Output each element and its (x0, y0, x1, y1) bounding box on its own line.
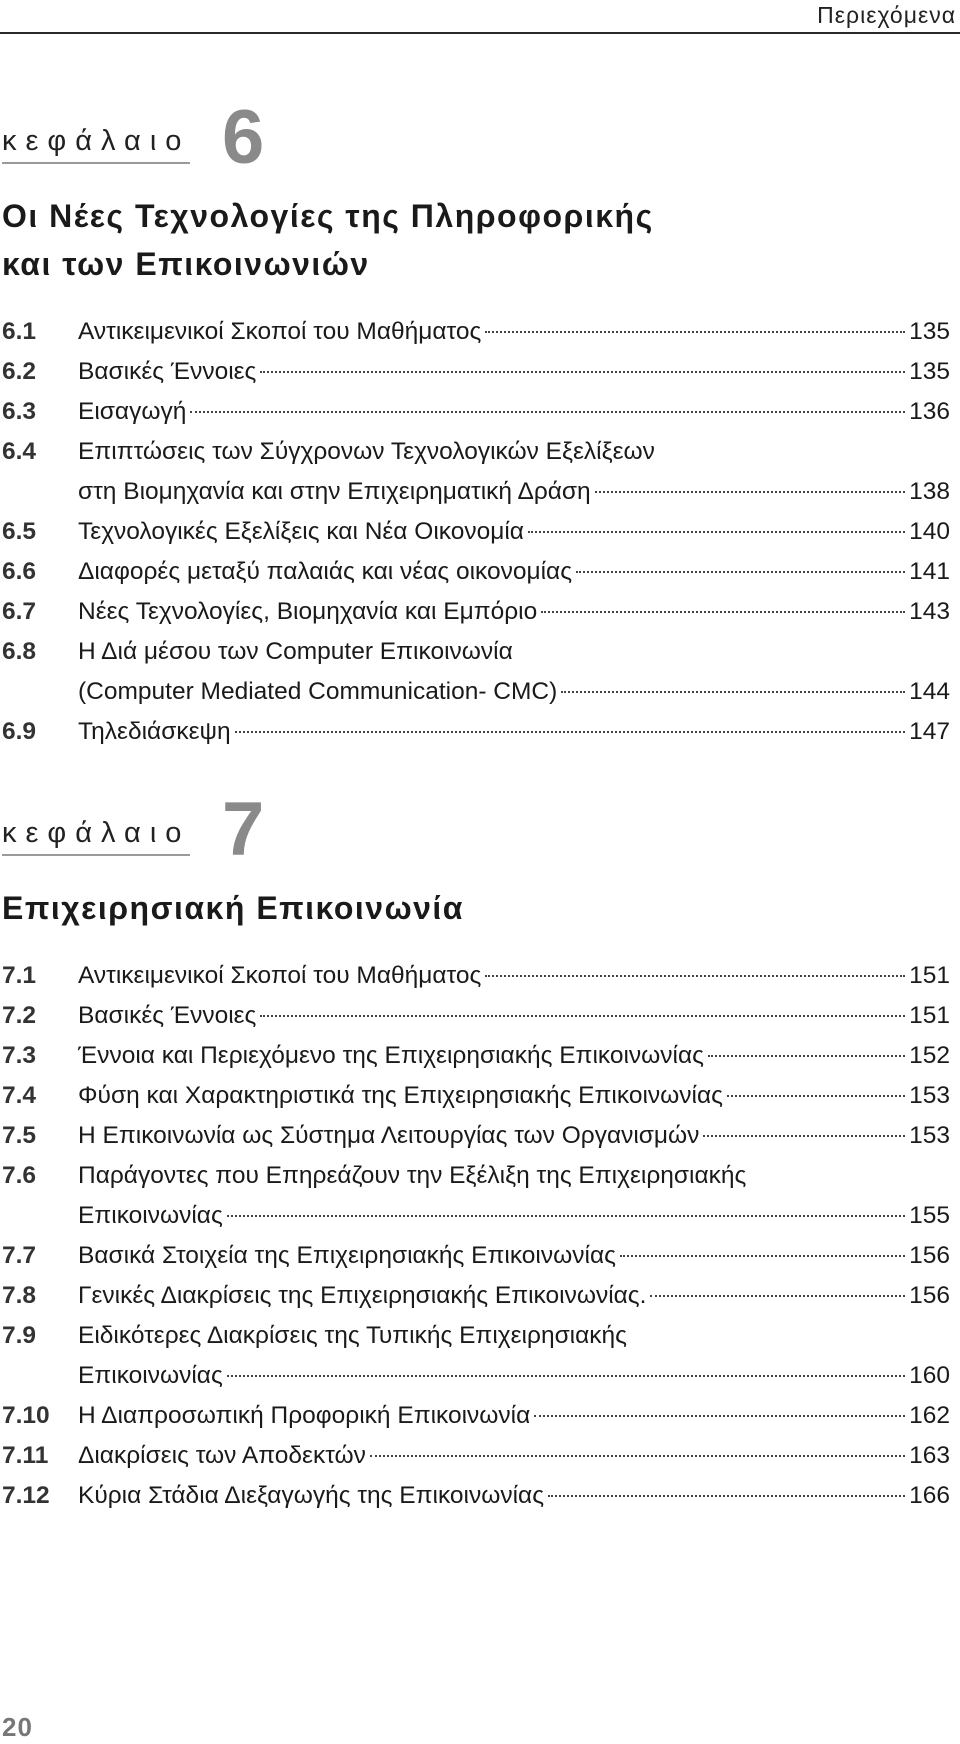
toc-entry-title: Ειδικότερες Διακρίσεις της Τυπικής Επιχειρησιακής (78, 1322, 627, 1349)
dot-leader (576, 571, 905, 573)
toc-entry-body (78, 1476, 960, 1516)
toc-entry-body (78, 1156, 960, 1236)
toc-entry (0, 312, 960, 352)
dot-leader (485, 331, 905, 333)
toc-entry-title: Γενικές Διακρίσεις της Επιχειρησιακής Επικοινωνίας. (78, 1282, 647, 1309)
toc-list (0, 312, 960, 752)
toc-entry-leader-line (78, 1396, 950, 1436)
toc-entry-title: Επιπτώσεις των Σύγχρονων Τεχνολογικών Εξελίξεων (78, 438, 655, 465)
toc-entry (0, 352, 960, 392)
dot-leader (260, 1015, 905, 1017)
toc-entry-page: 143 (909, 598, 950, 625)
toc-entry-number: 6.7 (2, 598, 37, 625)
toc-entry-number: 7.10 (2, 1402, 50, 1429)
toc-entry-title: Η Διά μέσου των Computer Επικοινωνία (78, 638, 513, 665)
toc-entry-title: Βασικές Έννοιες (78, 1002, 257, 1029)
chapter-7 (0, 768, 960, 1516)
toc-entry-body (78, 512, 960, 552)
toc-entry-page: 135 (909, 318, 950, 345)
toc-entry-page: 135 (909, 358, 950, 385)
chapter-label: κεφάλαιο (2, 125, 190, 164)
toc-entry (0, 996, 960, 1036)
chapter-title-line-1: Οι Νέες Τεχνολογίες της Πληροφορικής (2, 198, 654, 234)
toc-entry (0, 712, 960, 752)
toc-entry-page: 141 (909, 558, 950, 585)
toc-entry-leader-line (78, 312, 950, 352)
toc-entry (0, 1316, 960, 1396)
toc-entry (0, 632, 960, 712)
toc-entry-title: Αντικειμενικοί Σκοποί του Μαθήματος (78, 962, 482, 989)
toc-entry-leader-line (78, 1036, 950, 1076)
toc-entry-body (78, 1076, 960, 1116)
toc-entry-page: 156 (909, 1282, 950, 1309)
toc-entry-number: 6.8 (2, 638, 37, 665)
toc-entry-number: 7.11 (2, 1442, 49, 1469)
toc-entry-number: 7.1 (2, 962, 37, 989)
dot-leader (528, 531, 905, 533)
toc-entry-title: Τηλεδιάσκεψη (78, 718, 231, 745)
chapter-heading (0, 76, 960, 180)
dot-leader (260, 371, 905, 373)
chapter-title (2, 884, 960, 932)
dot-leader (227, 1215, 905, 1217)
chapter-heading (0, 768, 960, 872)
toc-entry-body (78, 632, 960, 712)
toc-entry-leader-line (78, 352, 950, 392)
toc-entry-body (78, 552, 960, 592)
toc-entry-page: 163 (909, 1442, 950, 1469)
toc-entry-title-continued: στη Βιομηχανία και στην Επιχειρηματική Δράση (78, 478, 591, 505)
dot-leader (370, 1455, 905, 1457)
toc-entry-title: Διακρίσεις των Αποδεκτών (78, 1442, 366, 1469)
dot-leader (595, 491, 905, 493)
toc-entry (0, 1476, 960, 1516)
toc-entry-title: Βασικά Στοιχεία της Επιχειρησιακής Επικοινωνίας (78, 1242, 616, 1269)
toc-entry-leader-line (78, 672, 950, 712)
toc-entry (0, 512, 960, 552)
toc-entry-page: 151 (909, 962, 950, 989)
toc-entry-page: 152 (909, 1042, 950, 1069)
toc-entry-page: 160 (909, 1362, 950, 1389)
toc-entry-title: Αντικειμενικοί Σκοποί του Μαθήματος (78, 318, 482, 345)
toc-entry-number: 6.2 (2, 358, 37, 385)
toc-entry-body (78, 1236, 960, 1276)
chapter-number: 6 (222, 95, 265, 180)
dot-leader (190, 411, 905, 413)
toc-entry-leader-line (78, 1236, 950, 1276)
toc-entry-leader-line (78, 956, 950, 996)
dot-leader (708, 1055, 905, 1057)
chapter-title-line-1: Επιχειρησιακή Επικοινωνία (2, 890, 464, 926)
toc-entry-body (78, 712, 960, 752)
chapter-6 (0, 76, 960, 752)
toc-entry-leader-line (78, 552, 950, 592)
dot-leader (534, 1415, 905, 1417)
toc-entry-body (78, 392, 960, 432)
toc-entry (0, 392, 960, 432)
toc-entry-page: 162 (909, 1402, 950, 1429)
toc-entry-leader-line (78, 472, 950, 512)
chapter-title (2, 192, 960, 288)
toc-entry-page: 144 (909, 678, 950, 705)
toc-entry-body (78, 1116, 960, 1156)
toc-entry-title: Νέες Τεχνολογίες, Βιομηχανία και Εμπόριο (78, 598, 538, 625)
toc-entry (0, 1076, 960, 1116)
dot-leader (703, 1135, 905, 1137)
toc-entry-number: 6.9 (2, 718, 37, 745)
toc-entry-body (78, 1276, 960, 1316)
toc-entry-page: 156 (909, 1242, 950, 1269)
running-head (0, 0, 960, 34)
toc-entry-title: Παράγοντες που Επηρεάζουν την Εξέλιξη της Επιχειρησιακής (78, 1162, 747, 1189)
toc-entry-leader-line (78, 1276, 950, 1316)
toc-entry-number: 7.4 (2, 1082, 37, 1109)
toc-list (0, 956, 960, 1516)
toc-entry-number: 6.5 (2, 518, 37, 545)
toc-entry-leader-line (78, 1436, 950, 1476)
toc-entry-page: 136 (909, 398, 950, 425)
toc-entry-body (78, 592, 960, 632)
toc-entry-body (78, 312, 960, 352)
dot-leader (548, 1495, 905, 1497)
toc-entry-title: Διαφορές μεταξύ παλαιάς και νέας οικονομίας (78, 558, 573, 585)
toc-entry-title: Τεχνολογικές Εξελίξεις και Νέα Οικονομία (78, 518, 524, 545)
toc-entry-leader-line (78, 1116, 950, 1156)
toc-entry (0, 592, 960, 632)
toc-entry-leader-line (78, 392, 950, 432)
toc-entry (0, 1396, 960, 1436)
toc-entry-leader-line (78, 512, 950, 552)
toc-entry-page: 166 (909, 1482, 950, 1509)
toc-entry-leader-line (78, 996, 950, 1036)
toc-entry-body (78, 996, 960, 1036)
toc-entry-page: 153 (909, 1082, 950, 1109)
toc-entry-page: 147 (909, 718, 950, 745)
toc-entry-number: 6.4 (2, 438, 37, 465)
toc-entry-body (78, 432, 960, 512)
toc-entry-page: 151 (909, 1002, 950, 1029)
toc-entry-title-continued: Επικοινωνίας (78, 1362, 223, 1389)
toc-entry-page: 140 (909, 518, 950, 545)
toc-entry-page: 138 (909, 478, 950, 505)
toc-entry-number: 7.9 (2, 1322, 37, 1349)
toc-entry-number: 7.5 (2, 1122, 37, 1149)
running-head-title: Περιεχόμενα (817, 2, 956, 28)
toc-entry (0, 1276, 960, 1316)
toc-entry-leader-line (78, 1476, 950, 1516)
dot-leader (485, 975, 905, 977)
toc-entry (0, 1436, 960, 1476)
dot-leader (561, 691, 905, 693)
toc-entry-number: 7.8 (2, 1282, 37, 1309)
dot-leader (620, 1255, 905, 1257)
toc-entry-title: Κύρια Στάδια Διεξαγωγής της Επικοινωνίας (78, 1482, 545, 1509)
toc-entry-body (78, 1396, 960, 1436)
toc-entry-number: 6.6 (2, 558, 37, 585)
toc-entry-title-continued: Επικοινωνίας (78, 1202, 223, 1229)
toc-entry-page: 153 (909, 1122, 950, 1149)
toc-entry-leader-line (78, 1356, 950, 1396)
toc-entry-body (78, 1436, 960, 1476)
toc-entry-title: Η Διαπροσωπική Προφορική Επικοινωνία (78, 1402, 531, 1429)
dot-leader (650, 1295, 905, 1297)
dot-leader (727, 1095, 905, 1097)
dot-leader (541, 611, 905, 613)
toc-entry-title: Έννοια και Περιεχόμενο της Επιχειρησιακής Επικοινωνίας (78, 1042, 704, 1069)
toc-entry-body (78, 1316, 960, 1396)
toc-entry (0, 552, 960, 592)
toc-entry-leader-line (78, 1076, 950, 1116)
toc-entry-leader-line (78, 592, 950, 632)
toc-entry (0, 432, 960, 512)
toc-entry-number: 6.3 (2, 398, 37, 425)
chapter-label: κεφάλαιο (2, 817, 190, 856)
toc-entry-title: Εισαγωγή (78, 398, 187, 425)
toc-entry-title: Φύση και Χαρακτηριστικά της Επιχειρησιακής Επικοινωνίας (78, 1082, 723, 1109)
toc-entry-number: 6.1 (2, 318, 37, 345)
toc-entry-number: 7.6 (2, 1162, 37, 1189)
toc-entry-body (78, 352, 960, 392)
toc-entry-number: 7.2 (2, 1002, 37, 1029)
toc-entry (0, 1116, 960, 1156)
toc-entry-number: 7.12 (2, 1482, 50, 1509)
chapter-number: 7 (222, 787, 265, 872)
toc-entry (0, 1236, 960, 1276)
chapter-title-line-2: και των Επικοινωνιών (2, 246, 370, 282)
toc-entry (0, 1156, 960, 1236)
toc-entry-number: 7.3 (2, 1042, 37, 1069)
toc-entry-number: 7.7 (2, 1242, 37, 1269)
toc-entry-leader-line (78, 1196, 950, 1236)
toc-entry-leader-line (78, 712, 950, 752)
toc-entry-title: Βασικές Έννοιες (78, 358, 257, 385)
toc-entry-title-continued: (Computer Mediated Communication- CMC) (78, 678, 558, 705)
toc-entry (0, 1036, 960, 1076)
toc-entry-page: 155 (909, 1202, 950, 1229)
toc-entry-title: Η Επικοινωνία ως Σύστημα Λειτουργίας των Οργανισμών (78, 1122, 700, 1149)
page-number: 20 (2, 1712, 33, 1742)
toc-entry-body (78, 1036, 960, 1076)
toc-entry-body (78, 956, 960, 996)
dot-leader (235, 731, 906, 733)
dot-leader (227, 1375, 905, 1377)
toc-entry (0, 956, 960, 996)
